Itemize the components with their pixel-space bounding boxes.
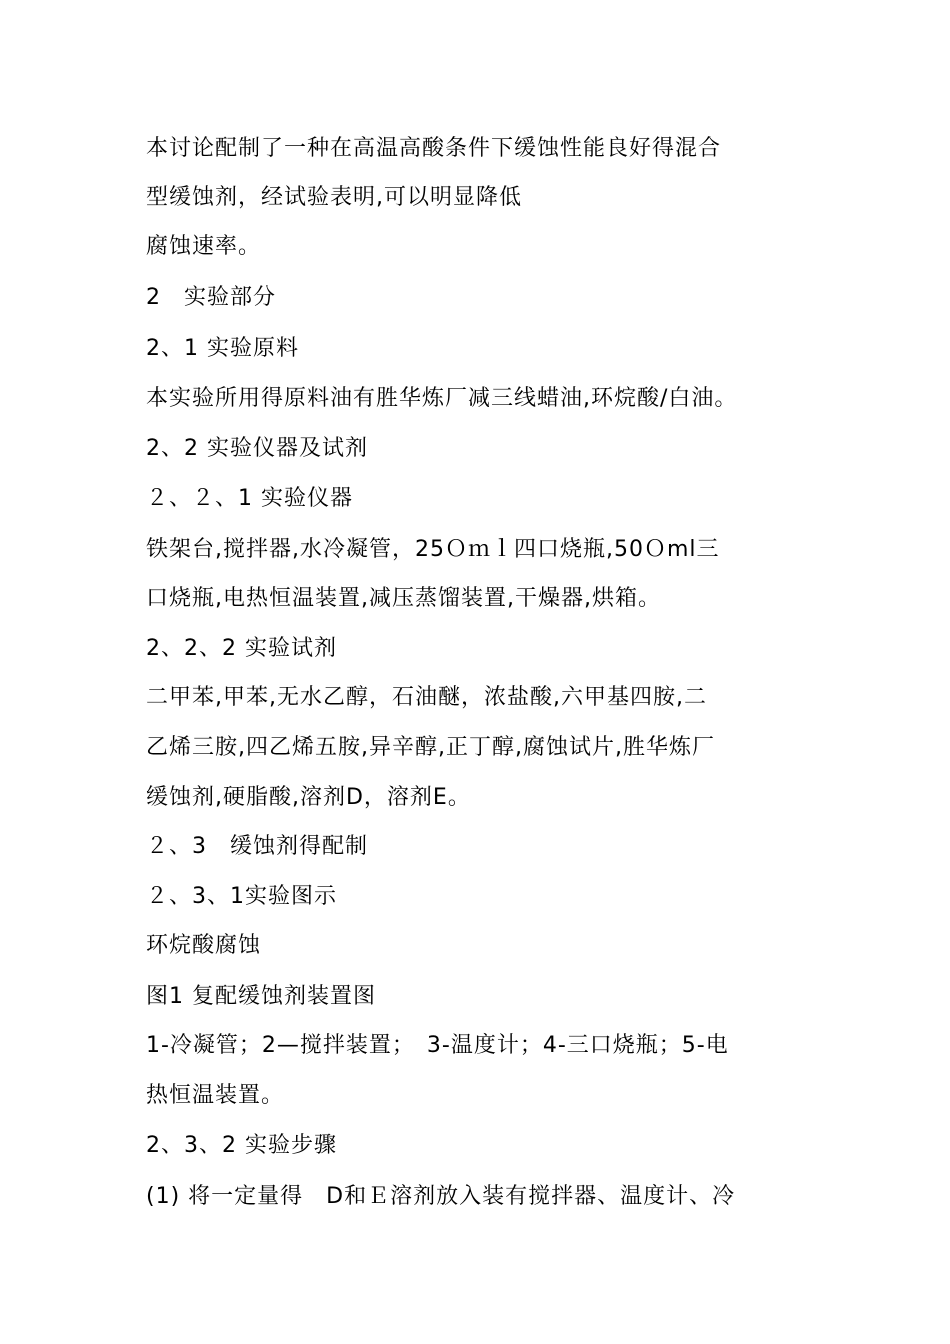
figure-legend-line-1: 1-冷凝管；2—搅拌装置； 3-温度计；4-三口烧瓶；5-电	[146, 1033, 729, 1058]
subsection-heading-raw-materials: 2、1 实验原料	[146, 336, 299, 361]
paragraph-instruments-line-1: 铁架台,搅拌器,水冷凝管，25Ｏｍｌ四口烧瓶,50Ｏml三	[146, 537, 720, 562]
subsection-heading-reagents: 2、2、2 实验试剂	[146, 636, 337, 661]
paragraph-reagents-line-3: 缓蚀剂,硬脂酸,溶剂D，溶剂E。	[146, 785, 471, 810]
figure-text-naphthenic-acid: 环烷酸腐蚀	[146, 933, 262, 958]
subsection-heading-steps: 2、3、2 实验步骤	[146, 1133, 337, 1158]
paragraph-reagents-line-2: 乙烯三胺,四乙烯五胺,异辛醇,正丁醇,腐蚀试片,胜华炼厂	[146, 735, 715, 760]
subsection-heading-preparation: ２、3 缓蚀剂得配制	[146, 834, 368, 859]
paragraph-reagents-line-1: 二甲苯,甲苯,无水乙醇，石油醚，浓盐酸,六甲基四胺,二	[146, 685, 707, 710]
paragraph-intro-line-2: 型缓蚀剂，经试验表明,可以明显降低	[146, 185, 522, 210]
paragraph-intro-line-3: 腐蚀速率。	[146, 234, 262, 259]
subsection-heading-instruments-reagents: 2、2 实验仪器及试剂	[146, 436, 368, 461]
section-heading-experimental: 2 实验部分	[146, 285, 276, 310]
paragraph-raw-materials: 本实验所用得原料油有胜华炼厂减三线蜡油,环烷酸/白油。	[146, 386, 738, 411]
subsection-heading-instruments: ２、２、1 实验仪器	[146, 486, 353, 511]
subsection-heading-diagram: ２、3、1实验图示	[146, 884, 337, 909]
paragraph-intro-line-1: 本讨论配制了一种在高温高酸条件下缓蚀性能良好得混合	[146, 136, 722, 161]
paragraph-instruments-line-2: 口烧瓶,电热恒温装置,减压蒸馏装置,干燥器,烘箱。	[146, 586, 661, 611]
paragraph-step-1: (1) 将一定量得 D和Ｅ溶剂放入装有搅拌器、温度计、冷	[146, 1184, 736, 1209]
figure-caption: 图1 复配缓蚀剂装置图	[146, 984, 376, 1009]
figure-legend-line-2: 热恒温装置。	[146, 1083, 285, 1108]
